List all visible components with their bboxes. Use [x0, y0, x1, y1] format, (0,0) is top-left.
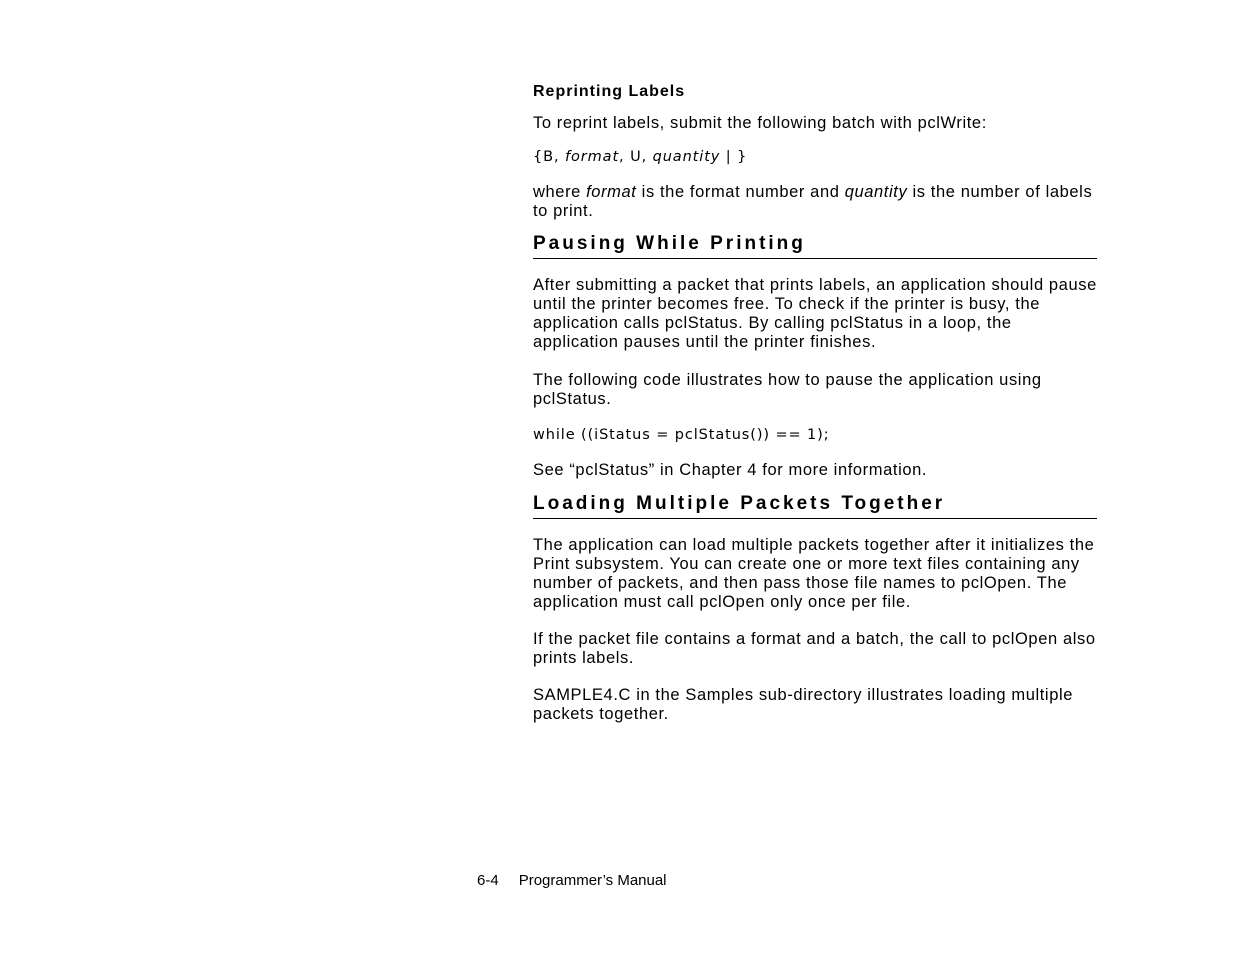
- pausing-code-line: while ((iStatus = pclStatus()) == 1);: [533, 427, 830, 443]
- heading-pausing-while-printing: Pausing While Printing: [533, 233, 1097, 259]
- loading-para-1: The application can load multiple packets together after it initializes the Print subsystem. You can create one or more text files containing any number of packets, and then pass those file names to pclOpen. The application must call pclOpen only once per file.: [533, 536, 1095, 611]
- pausing-para-3: See “pclStatus” in Chapter 4 for more information.: [533, 461, 928, 479]
- code-close: | }: [720, 149, 748, 165]
- pausing-para-1: After submitting a packet that prints labels, an application should pause until the printer becomes free. To check if the printer is busy, the application calls pclStatus. By calling pclStatus in a loop, the application pauses until the printer finishes.: [533, 276, 1097, 351]
- loading-para-2: If the packet file contains a format and a batch, the call to pclOpen also prints labels.: [533, 630, 1096, 667]
- reprint-where: [533, 183, 1097, 221]
- where-suffix: is the number of labels to print.: [533, 183, 1093, 220]
- page-footer: [477, 872, 667, 890]
- where-term-quantity: quantity: [844, 183, 908, 201]
- code-open: {B,: [533, 149, 565, 165]
- code-mid: , U,: [619, 149, 653, 165]
- where-middle: is the format number and: [636, 183, 845, 201]
- heading-loading-multiple-packets: Loading Multiple Packets Together: [533, 493, 1097, 519]
- reprint-intro: To reprint labels, submit the following batch with pclWrite:: [533, 114, 987, 132]
- where-prefix: where: [533, 183, 587, 201]
- code-var-format: format: [565, 149, 620, 165]
- page-number: 6-4: [477, 872, 499, 889]
- manual-title: Programmer’s Manual: [518, 872, 667, 889]
- where-term-format: format: [586, 183, 637, 201]
- heading-reprinting-labels: Reprinting Labels: [533, 83, 686, 100]
- page-content: [533, 82, 1097, 724]
- pausing-para-2: The following code illustrates how to pause the application using pclStatus.: [533, 371, 1042, 408]
- reprint-code-line: [533, 148, 1097, 166]
- loading-para-3: SAMPLE4.C in the Samples sub-directory illustrates loading multiple packets together.: [533, 686, 1074, 723]
- code-var-quantity: quantity: [652, 149, 721, 165]
